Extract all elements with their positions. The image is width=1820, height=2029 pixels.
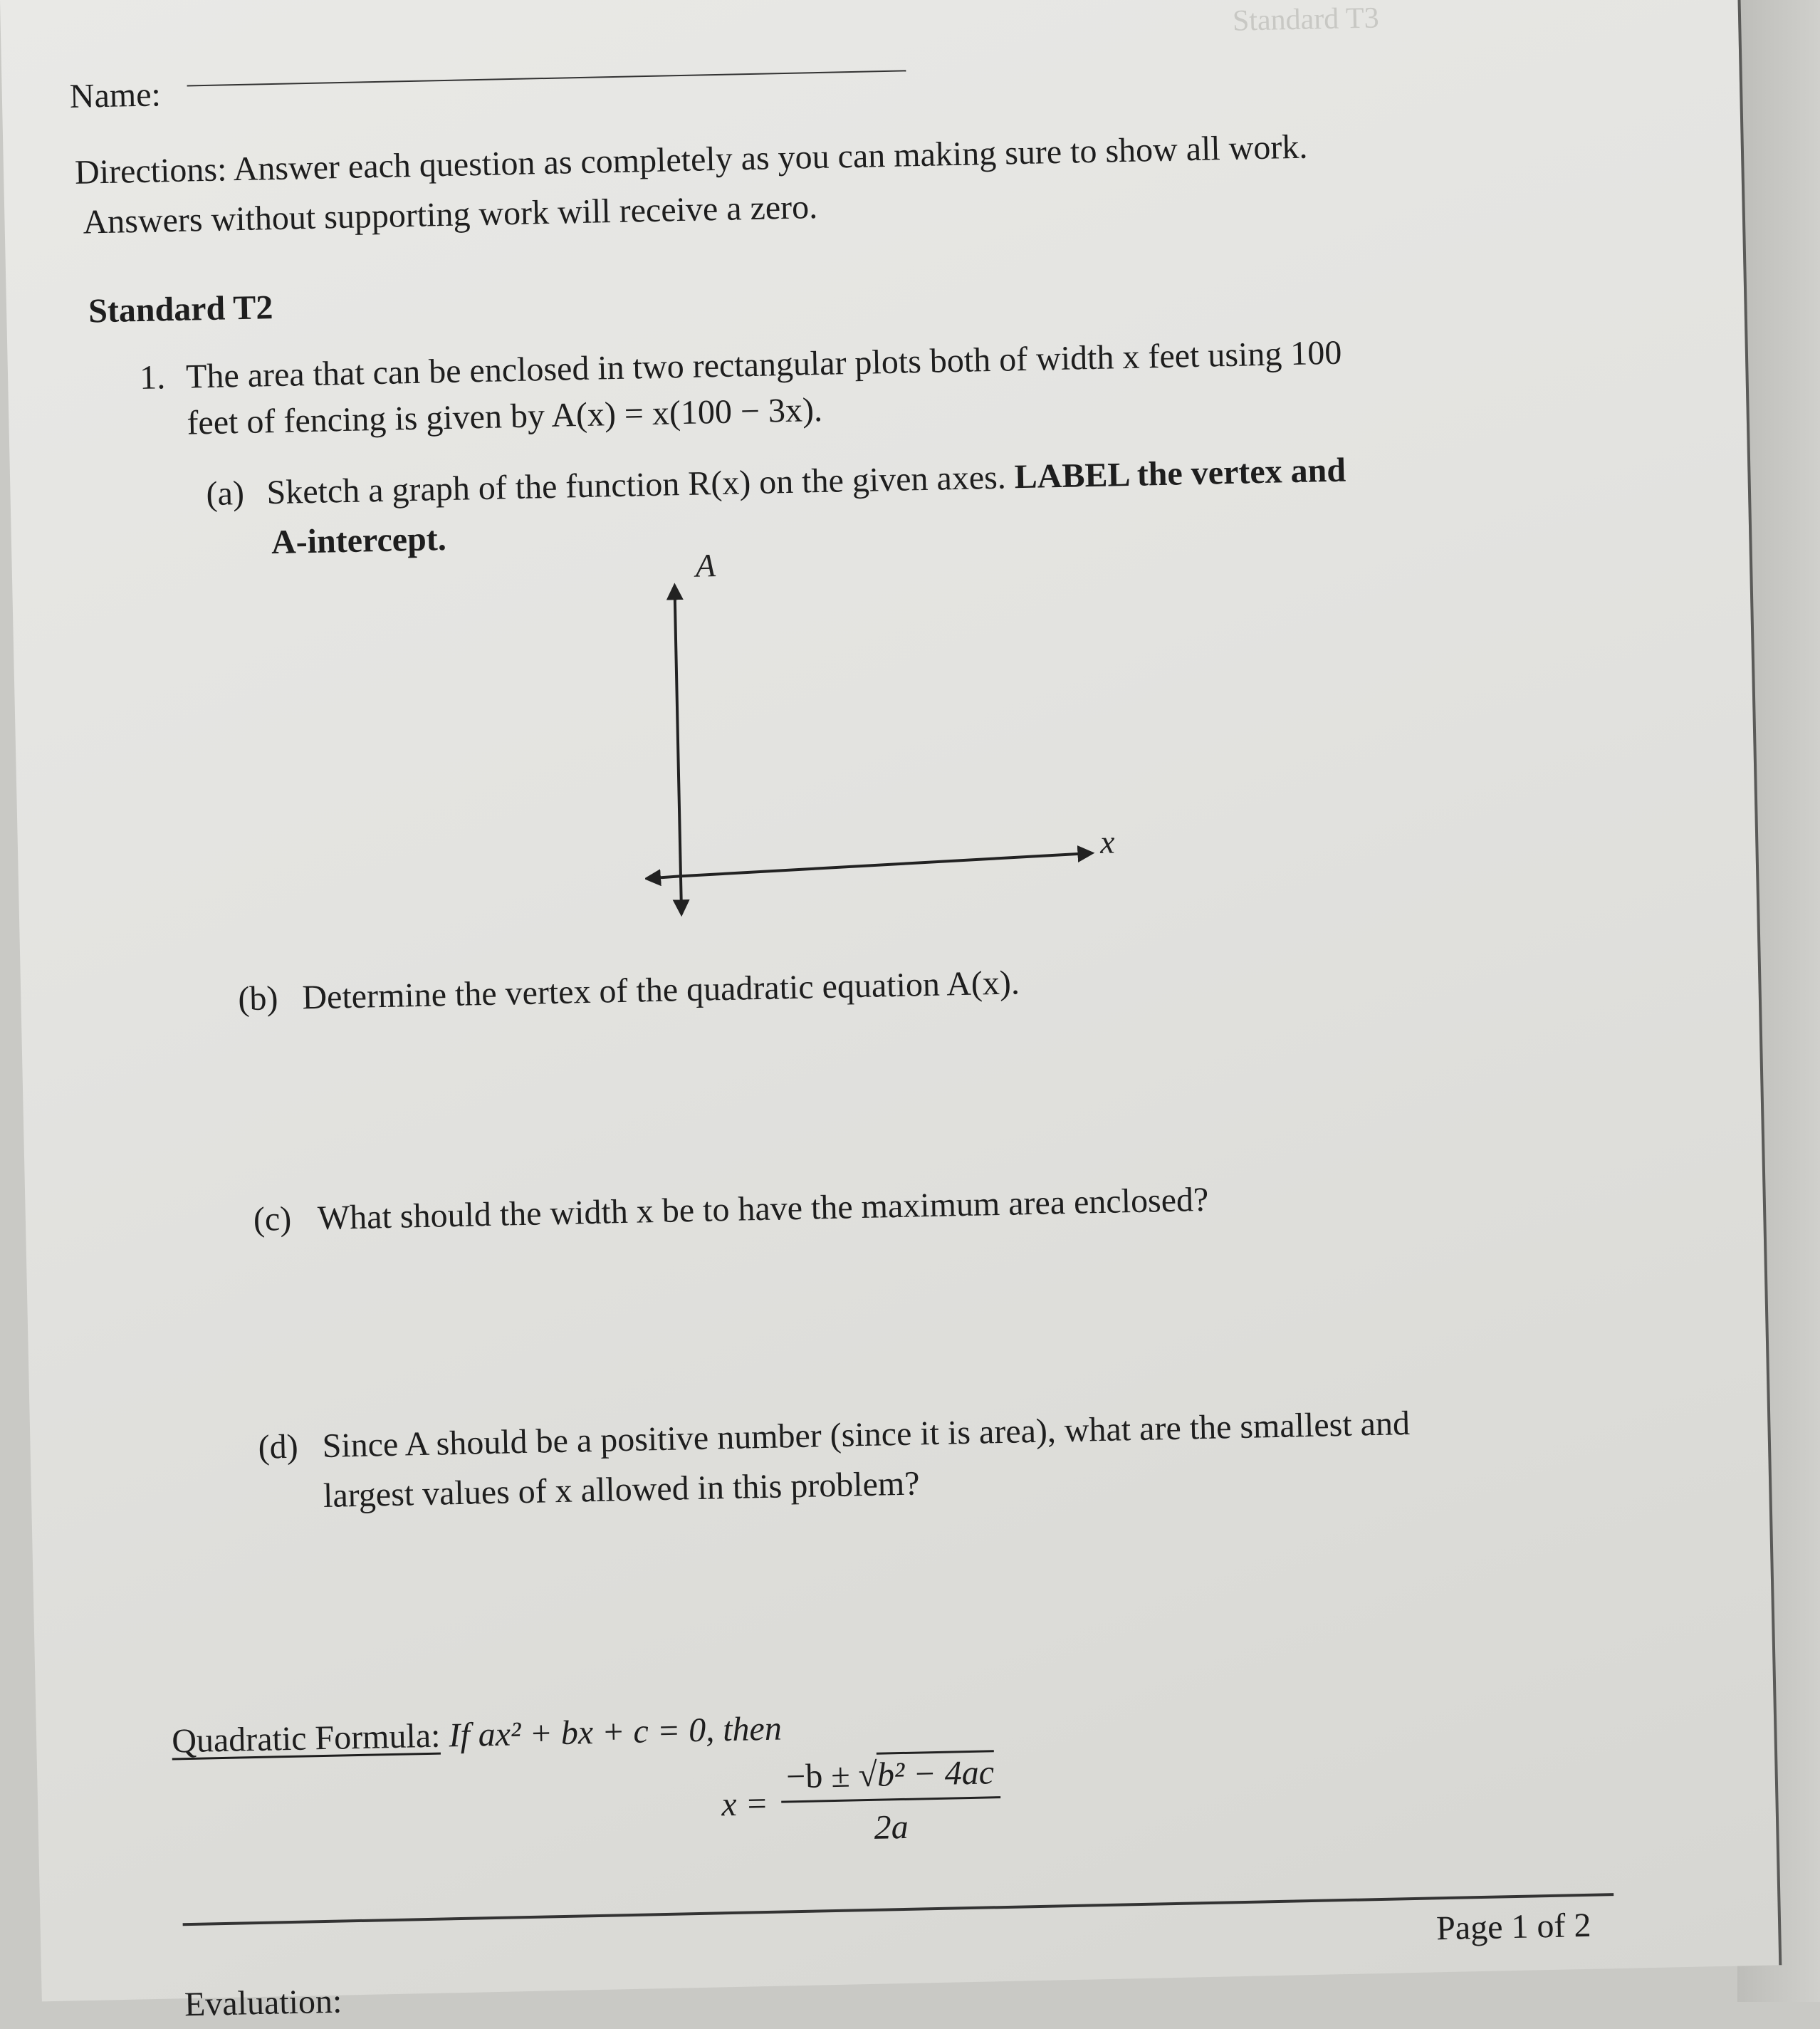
formula-numerator-prefix: −b ± xyxy=(785,1756,851,1796)
formula-fraction xyxy=(780,1753,1001,1849)
part-a-text-bold: LABEL the vertex and xyxy=(1014,451,1346,496)
part-d-line-2: largest values of x allowed in this problem? xyxy=(323,1464,921,1515)
part-a-label: (a) xyxy=(206,474,245,513)
quadratic-formula-line xyxy=(172,1708,783,1763)
formula-lhs: x = xyxy=(721,1784,769,1824)
part-c-text: What should the width x be to have the maximum area enclosed? xyxy=(317,1180,1209,1238)
axes-svg xyxy=(638,539,1130,919)
directions-line-1: Directions: Answer each question as completely as you can making sure to show all work. xyxy=(74,127,1308,192)
part-b-label: (b) xyxy=(237,979,278,1018)
formula-numerator xyxy=(780,1753,1000,1803)
evaluation-label: Evaluation: xyxy=(184,1982,342,2024)
part-b-text: Determine the vertex of the quadratic equation A(x). xyxy=(301,964,1020,1017)
name-field[interactable] xyxy=(187,70,906,86)
quadratic-formula-title: Quadratic Formula: xyxy=(171,1716,441,1761)
name-label: Name: xyxy=(69,75,162,115)
part-a-text xyxy=(266,449,1346,515)
page-number: Page 1 of 2 xyxy=(1435,1906,1591,1948)
question-1-number: 1. xyxy=(139,358,166,397)
standard-heading: Standard T2 xyxy=(88,288,273,330)
sqrt-icon: √ xyxy=(858,1756,878,1795)
x-axis-negative xyxy=(652,876,681,878)
quadratic-formula-condition: If ax² + bx + c = 0, then xyxy=(448,1709,783,1755)
part-c-label: (c) xyxy=(253,1199,292,1238)
a-axis-label: A xyxy=(695,547,716,584)
question-1-line-1: The area that can be enclosed in two rectangular plots both of width x feet using 100 xyxy=(185,333,1342,396)
part-d-line-1: Since A should be a positive number (since it is area), what are the smallest and xyxy=(322,1404,1411,1465)
faded-header-mark: Standard T3 xyxy=(1232,1,1380,38)
formula-radicand: b² − 4ac xyxy=(877,1750,994,1793)
directions-line-2: Answers without supporting work will receive a zero. xyxy=(83,188,818,241)
part-a-text-plain: Sketch a graph of the function R(x) on the given axes. xyxy=(266,458,1007,512)
question-1-line-2: feet of fencing is given by A(x) = x(100 − 3x). xyxy=(186,390,823,442)
formula-denominator: 2a xyxy=(874,1808,909,1847)
a-axis xyxy=(675,591,681,876)
x-axis-label: x xyxy=(1099,823,1116,860)
graph-axes[interactable] xyxy=(638,539,1130,923)
part-d-label: (d) xyxy=(258,1427,299,1466)
x-axis xyxy=(681,853,1087,876)
part-a-line-2: A-intercept. xyxy=(271,520,447,562)
quadratic-formula xyxy=(721,1753,1001,1850)
footer-divider xyxy=(183,1893,1614,1926)
